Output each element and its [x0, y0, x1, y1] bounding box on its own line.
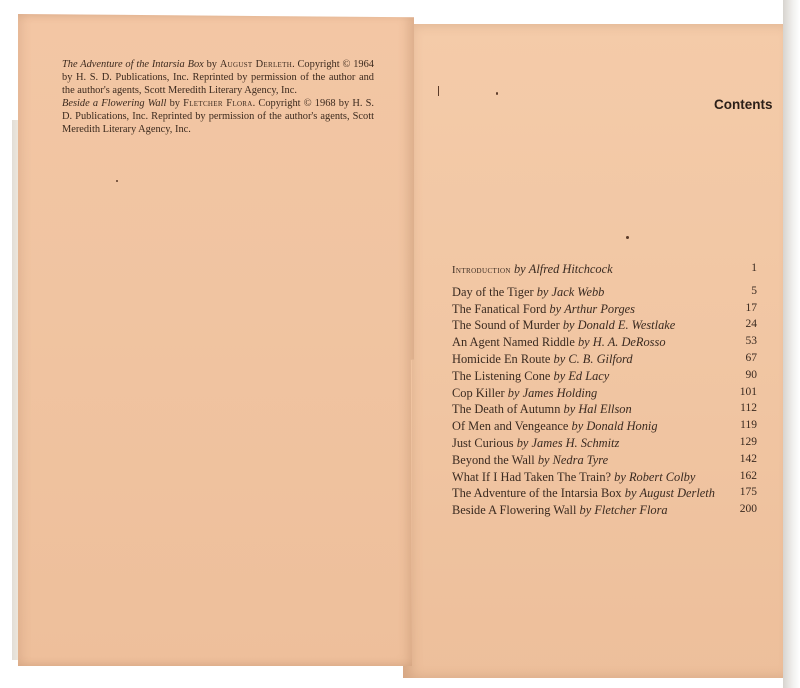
- toc-entry: [452, 352, 757, 369]
- toc-author: Arthur Porges: [564, 301, 635, 316]
- toc-author: Donald E. Westlake: [577, 318, 676, 333]
- toc-title: The Death of Autumn: [452, 402, 561, 417]
- scan-background-strip: [783, 0, 800, 688]
- toc-title: Homicide En Route: [452, 351, 551, 366]
- toc-entry: [452, 436, 757, 453]
- toc-entry: [452, 402, 757, 419]
- toc-entry: [452, 262, 757, 279]
- copyright-story2-author: Fletcher Flora: [183, 98, 253, 110]
- toc-page-number: 53: [745, 335, 757, 348]
- toc-by: by: [579, 503, 592, 518]
- table-of-contents: [452, 262, 757, 520]
- toc-entry: [452, 386, 757, 403]
- toc-entry: [452, 486, 757, 503]
- copyright-story1-by: by: [203, 59, 220, 70]
- toc-by: by: [536, 284, 549, 299]
- toc-author: Fletcher Flora: [594, 503, 668, 518]
- toc-entry: [452, 419, 757, 436]
- page-speck: [116, 180, 118, 182]
- toc-entry: [452, 503, 757, 520]
- toc-entry: [452, 285, 757, 302]
- toc-by: by: [577, 335, 590, 350]
- toc-by: by: [513, 262, 526, 276]
- toc-by: by: [614, 469, 626, 484]
- copyright-story2-text: . Copyright © 1968 by H. S. D. Publications, Inc. Reprinted by permission of the author's agents, Scott Meredith Literary Agency, Inc.: [62, 98, 374, 136]
- toc-by: by: [553, 351, 566, 366]
- toc-page-number: 1: [751, 262, 757, 274]
- toc-author: Jack Webb: [551, 284, 605, 299]
- toc-author: Donald Honig: [586, 419, 658, 434]
- toc-entry: [452, 335, 757, 352]
- copyright-notice: [62, 58, 374, 137]
- toc-page-number: 90: [745, 368, 757, 381]
- page-speck: [626, 236, 629, 239]
- toc-by: by: [507, 385, 520, 400]
- toc-title: Cop Killer: [452, 385, 505, 400]
- toc-title: Day of the Tiger: [452, 284, 534, 299]
- toc-title: Beside A Flowering Wall: [452, 503, 577, 518]
- toc-author: C. B. Gilford: [568, 351, 633, 366]
- toc-author: Hal Ellson: [578, 402, 632, 417]
- toc-entry: [452, 453, 757, 470]
- toc-by: by: [537, 452, 550, 467]
- toc-title: The Sound of Murder: [452, 318, 560, 333]
- toc-title: The Fanatical Ford: [452, 301, 547, 316]
- page-speck: [438, 86, 439, 96]
- toc-page-number: 67: [745, 351, 757, 364]
- toc-author: August Derleth: [639, 486, 715, 501]
- copyright-story2-title: Beside a Flowering Wall: [62, 98, 167, 110]
- toc-page-number: 200: [739, 503, 757, 516]
- toc-by: by: [624, 486, 637, 501]
- toc-by: by: [553, 368, 566, 383]
- toc-page-number: 112: [740, 402, 757, 415]
- toc-entry: [452, 318, 757, 335]
- toc-author: Alfred Hitchcock: [528, 262, 613, 276]
- toc-author: James Holding: [522, 385, 598, 400]
- toc-title: Introduction: [452, 265, 511, 276]
- page-speck: [496, 92, 498, 95]
- toc-page-number: 162: [739, 469, 757, 482]
- toc-author: James H. Schmitz: [531, 435, 620, 450]
- toc-title: What If I Had Taken The Train?: [452, 469, 612, 484]
- toc-title: Of Men and Vengeance: [452, 419, 569, 434]
- toc-title: The Adventure of the Intarsia Box: [452, 486, 622, 501]
- toc-by: by: [563, 402, 576, 417]
- copyright-story1-text: . Copyright © 1964 by H. S. D. Publications, Inc. Reprinted by permission of the author and the author's agents, Scott Meredith Literary Agency, Inc.: [62, 59, 374, 97]
- toc-page-number: 129: [739, 435, 757, 448]
- toc-title: Just Curious: [452, 435, 514, 450]
- toc-page-number: 5: [751, 284, 757, 297]
- toc-by: by: [562, 318, 575, 333]
- toc-entry: [452, 470, 757, 487]
- toc-by: by: [549, 301, 562, 316]
- toc-page-number: 119: [740, 419, 757, 432]
- toc-page-number: 24: [745, 318, 757, 331]
- toc-page-number: 101: [739, 385, 757, 398]
- toc-entry: [452, 302, 757, 319]
- toc-author: H. A. DeRosso: [592, 335, 666, 350]
- toc-author: Ed Lacy: [568, 368, 610, 383]
- toc-author: Robert Colby: [628, 469, 696, 484]
- toc-title: The Listening Cone: [452, 368, 551, 383]
- toc-by: by: [516, 435, 529, 450]
- contents-heading: Contents: [714, 97, 773, 112]
- toc-author: Nedra Tyre: [552, 452, 609, 467]
- toc-entry: [452, 369, 757, 386]
- toc-title: Beyond the Wall: [452, 452, 535, 467]
- toc-page-number: 175: [739, 486, 757, 499]
- copyright-story2-by: by: [166, 98, 184, 110]
- copyright-story1-author: August Derleth: [219, 59, 293, 70]
- toc-by: by: [571, 419, 584, 434]
- toc-page-number: 17: [745, 301, 757, 314]
- copyright-story1-title: The Adventure of the Intarsia Box: [62, 59, 204, 70]
- toc-title: An Agent Named Riddle: [452, 335, 575, 350]
- toc-page-number: 142: [739, 452, 757, 465]
